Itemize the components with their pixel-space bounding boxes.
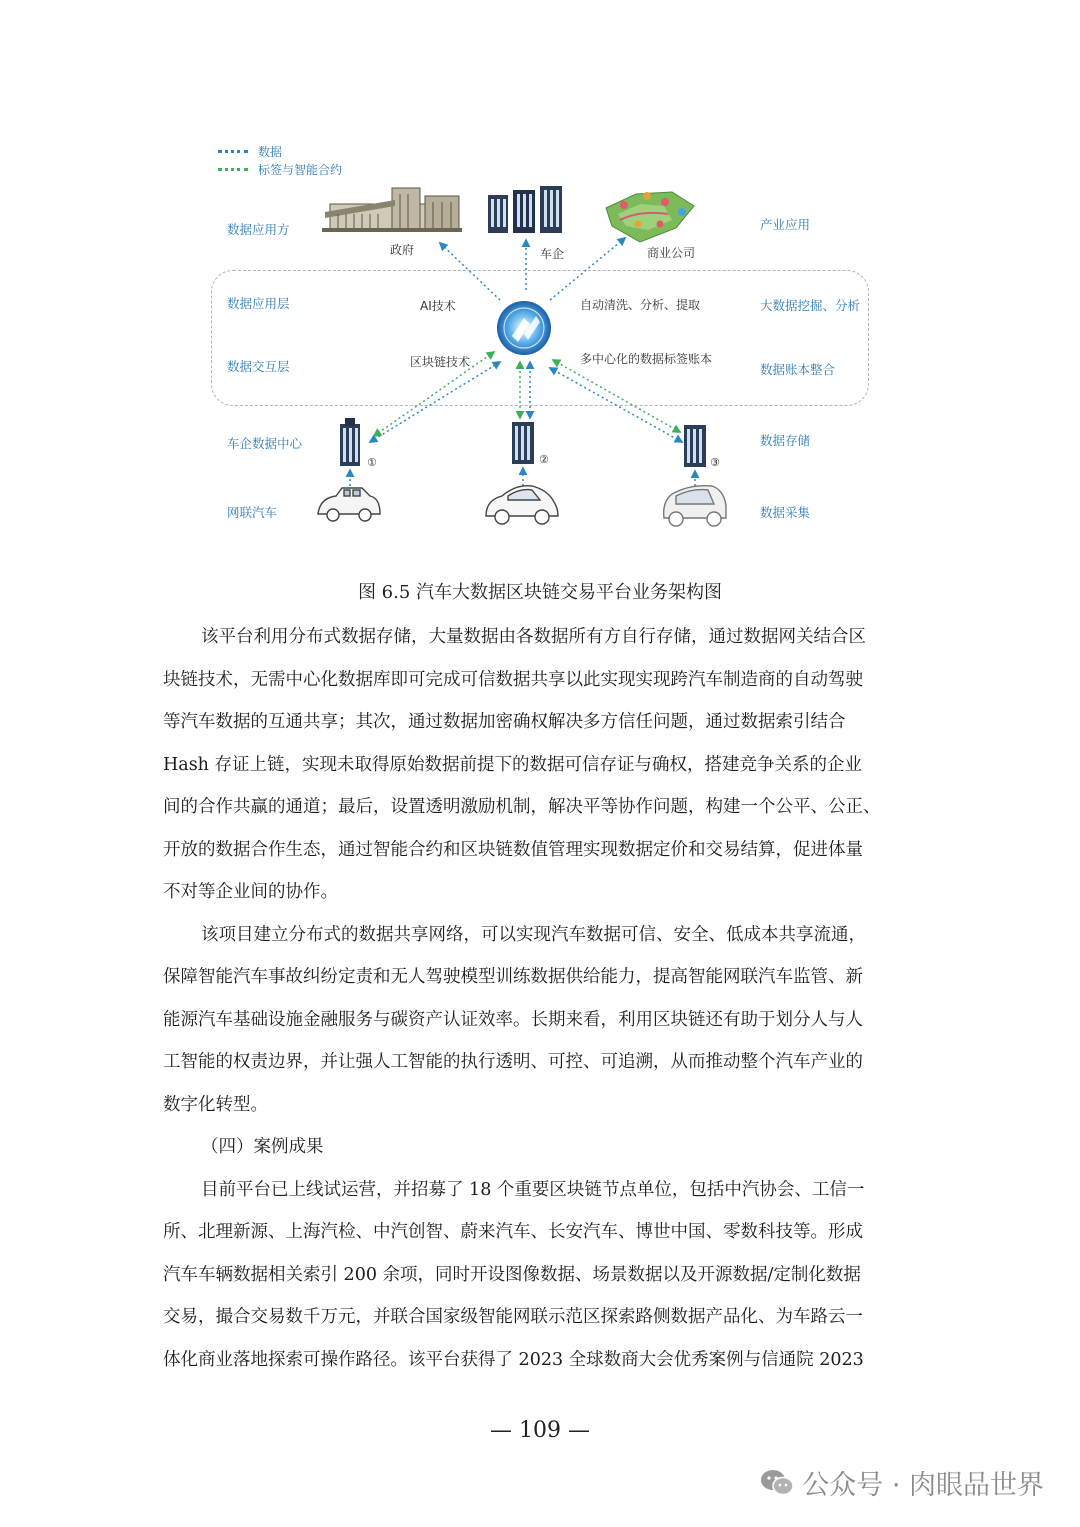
car-icon [318,488,380,521]
paragraph-1 [163,616,919,914]
text-line: 工智能的权责边界，并让强人工智能的执行透明、可控、可追溯，从而推动整个汽车产业的 [163,1052,863,1072]
entity-label-oem: 车企 [540,247,565,261]
business-map-icon [606,192,694,242]
figure-caption: 图 6.5 汽车大数据区块链交易平台业务架构图 [357,582,723,603]
wechat-icon [760,1468,794,1498]
text-line: 能源汽车基础设施金融服务与碳资产认证效率。长期来看，利用区块链还有助于划分人与人 [163,1009,863,1030]
text-line: 该平台利用分布式数据存储，大量数据由各数据所有方自行存储，通过数据网关结合区 [201,627,866,647]
government-building-icon [322,188,462,232]
section-heading [163,1126,919,1169]
watermark-text: 公众号 · 肉眼品世界 [802,1470,1044,1501]
text-line: 所、北理新源、上海汽检、中汽创智、蔚来汽车、长安汽车、博世中国、零数科技等。形成 [163,1222,863,1242]
entity-label-government: 政府 [390,243,415,257]
text-line: 开放的数据合作生态，通过智能合约和区块链数值管理实现数据定价和交易结算，促进体量 [163,839,863,860]
text-line: Hash 存证上链，实现未取得原始数据前提下的数据可信存证与确权，搭建竞争关系的企业 [163,754,863,775]
left-label-data-consumer: 数据应用方 [227,222,290,237]
datacenter-tower-icon [684,425,706,467]
text-line: 目前平台已上线试运营，并招募了 18 个重要区块链节点单位，包括中汽协会、工信一 [201,1179,865,1200]
diagram-graphics [0,0,1080,560]
oem-towers-icon [488,186,562,233]
center-text-blockchain: 区块链技术 [410,355,471,369]
section-heading-text: （四）案例成果 [201,1137,324,1157]
center-text-auto-clean: 自动清洗、分析、提取 [580,298,701,312]
datacenter-tower-icon [340,418,360,466]
paragraph-3 [163,1169,919,1382]
text-line: 等汽车数据的互通共享；其次，通过数据加密确权解决多方信任问题，通过数据索引结合 [163,712,846,732]
text-line: 块链技术，无需中心化数据库即可完成可信数据共享以此实现实现跨汽车制造商的自动驾驶 [163,669,863,690]
text-line: 数字化转型。 [163,1094,268,1115]
right-label-industry-app: 产业应用 [760,217,811,232]
page-number: — 109 — [490,1418,590,1443]
right-label-data-collection: 数据采集 [760,505,811,520]
legend-label: 标签与智能合约 [258,162,343,177]
text-line: 体化商业落地探索可操作路径。该平台获得了 2023 全球数商大会优秀案例与信通院 2023 [163,1349,864,1370]
left-label-interaction-layer: 数据交互层 [227,359,290,374]
blockchain-hub-icon [497,301,551,355]
node-number-1: ① [367,456,377,469]
node-number-2: ② [539,453,549,466]
node-number-3: ③ [710,456,720,469]
legend-label: 数据 [258,144,283,159]
text-line: 交易，撮合交易数千万元，并联合国家级智能网联示范区探索路侧数据产品化、为车路云一 [163,1307,863,1327]
text-line: 保障智能汽车事故纠纷定责和无人驾驶模型训练数据供给能力，提高智能网联汽车监管、新 [163,967,863,987]
entity-label-business: 商业公司 [647,246,696,260]
car-icon [486,486,558,524]
left-label-oem-datacenter: 车企数据中心 [227,436,303,451]
paragraph-2 [163,914,919,1127]
center-text-ledger: 多中心化的数据标签账本 [580,352,713,366]
text-line: 该项目建立分布式的数据共享网络，可以实现汽车数据可信、安全、低成本共享流通， [201,924,866,945]
left-label-connected-car: 网联汽车 [227,505,278,520]
right-label-ledger-integration: 数据账本整合 [760,362,836,377]
text-line: 不对等企业间的协作。 [163,882,338,902]
right-label-data-storage: 数据存储 [760,433,811,448]
right-label-bigdata-mining: 大数据挖掘、分析 [760,298,861,313]
text-line: 汽车车辆数据相关索引 200 余项，同时开设图像数据、场景数据以及开源数据/定制化数据 [163,1264,861,1285]
center-text-ai: AI技术 [420,299,456,313]
left-label-application-layer: 数据应用层 [227,296,290,311]
watermark [760,1463,1044,1502]
text-line: 间的合作共赢的通道；最后，设置透明激励机制，解决平等协作问题，构建一个公平、公正、 [163,797,881,817]
car-icon [664,486,726,526]
datacenter-tower-icon [512,422,534,464]
